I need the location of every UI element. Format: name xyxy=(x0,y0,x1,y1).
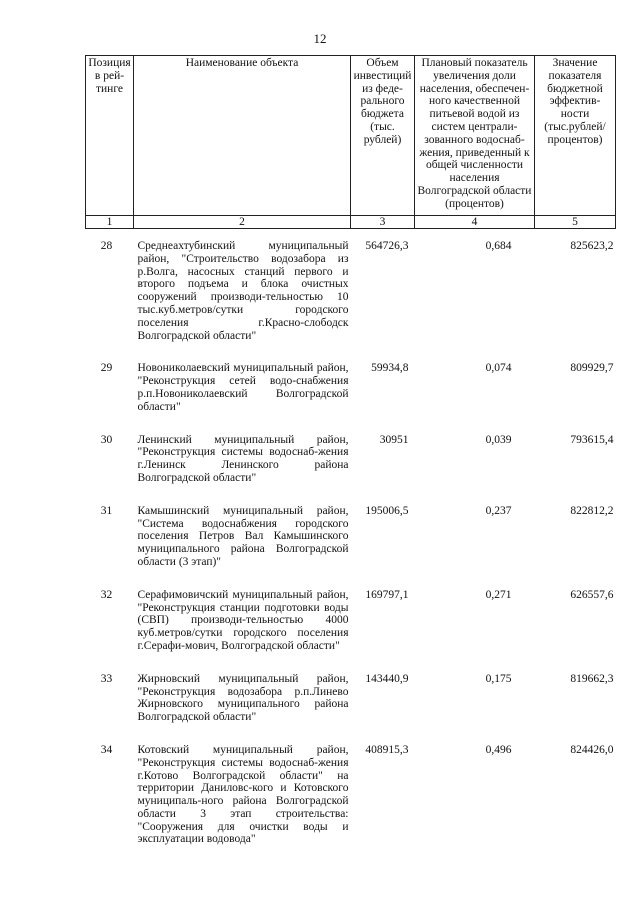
cell-position: 32 xyxy=(100,588,113,601)
cell-population-share: 0,271 xyxy=(485,588,512,601)
table-row xyxy=(86,240,616,342)
table-body xyxy=(86,229,616,847)
cell-investment: 30951 xyxy=(379,433,409,446)
cell-object-name: Среднеахтубинский муниципальный район, "Строительство водозабора из р.Волга, насосных станций первого и второго подъема и блока очистных сооружений производи-тельностью 10 тыс.куб.метров/сутки городского поселения г.Красно-слободск Волгоградской области" xyxy=(137,240,349,342)
cell-investment: 564726,3 xyxy=(365,240,409,252)
header-population-share: Плановый показатель увеличения доли населения, обеспечен-ного качественной питьевой водой из систем централи-зованного водоснаб-жения, приведенный к общей численности населения Волгоградской области (процентов) xyxy=(415,56,535,216)
table-row xyxy=(86,673,616,724)
cell-investment: 195006,5 xyxy=(365,504,409,517)
cell-position: 31 xyxy=(100,504,113,517)
cell-position: 34 xyxy=(100,743,113,756)
cell-population-share: 0,175 xyxy=(485,672,512,685)
cell-efficiency: 824426,0 xyxy=(570,743,614,756)
header-efficiency: Значение показателя бюджетной эффектив-ности (тыс.рублей/ процентов) xyxy=(535,56,616,216)
header-object-name: Наименование объекта xyxy=(134,56,351,216)
rating-table xyxy=(85,55,616,846)
table-row xyxy=(86,505,616,569)
cell-object-name: Жирновский муниципальный район, "Реконструкция водозабора р.п.Линево Жирновского муниципального района Волгоградской области" xyxy=(137,672,349,724)
cell-efficiency: 819662,3 xyxy=(570,672,614,685)
table-row xyxy=(86,362,616,413)
cell-efficiency: 626557,6 xyxy=(570,588,614,601)
cell-efficiency: 809929,7 xyxy=(570,362,614,375)
cell-object-name: Серафимовичский муниципальный район, "Реконструкция станции подготовки воды (СВП) производи-тельностью 4000 куб.метров/сутки городского поселения г.Серафи-мович, Волгоградской области" xyxy=(137,588,349,652)
cell-population-share: 0,684 xyxy=(485,240,512,252)
column-number: 3 xyxy=(351,216,415,229)
header-investment: Объем инвестиций из феде-рального бюджета (тыс. рублей) xyxy=(351,56,415,216)
column-number: 4 xyxy=(415,216,535,229)
column-number: 1 xyxy=(86,216,134,229)
cell-investment: 169797,1 xyxy=(365,588,409,601)
cell-position: 30 xyxy=(100,433,113,446)
cell-investment: 59934,8 xyxy=(371,362,409,375)
table-row xyxy=(86,744,616,846)
cell-efficiency: 793615,4 xyxy=(570,433,614,446)
cell-population-share: 0,237 xyxy=(485,504,512,517)
cell-object-name: Камышинский муниципальный район, "Система водоснабжения городского поселения Петров Вал Камышинского муниципального района Волгоградской области (3 этап)" xyxy=(137,504,349,568)
cell-object-name: Новониколаевский муниципальный район, "Реконструкция сетей водо-снабжения р.п.Новониколаевский Волгоградской области" xyxy=(137,362,349,413)
cell-efficiency: 825623,2 xyxy=(570,240,614,252)
table-header xyxy=(86,56,616,229)
column-number: 5 xyxy=(535,216,616,229)
cell-position: 28 xyxy=(100,240,113,252)
cell-position: 29 xyxy=(100,362,113,375)
cell-object-name: Котовский муниципальный район, "Реконструкция системы водоснаб-жения г.Котово Волгоградской области" на территории Даниловс-кого и Котовского муниципаль-ного района Волгоградской области 3 этап строительства: "Сооружения для очистки воды и эксплуатации водовода" xyxy=(137,743,349,846)
cell-position: 33 xyxy=(100,672,113,685)
header-position: Позиция в рей-тинге xyxy=(86,56,134,216)
cell-population-share: 0,039 xyxy=(485,433,512,446)
cell-efficiency: 822812,2 xyxy=(570,504,614,517)
cell-population-share: 0,074 xyxy=(485,362,512,375)
column-number: 2 xyxy=(134,216,351,229)
cell-object-name: Ленинский муниципальный район, "Реконструкция системы водоснаб-жения г.Ленинск Ленинского района Волгоградской области" xyxy=(137,433,349,484)
table-row xyxy=(86,434,616,485)
page-number: 12 xyxy=(313,31,327,46)
cell-investment: 408915,3 xyxy=(365,743,409,756)
cell-population-share: 0,496 xyxy=(485,743,512,756)
table-row xyxy=(86,589,616,653)
cell-investment: 143440,9 xyxy=(365,672,409,685)
